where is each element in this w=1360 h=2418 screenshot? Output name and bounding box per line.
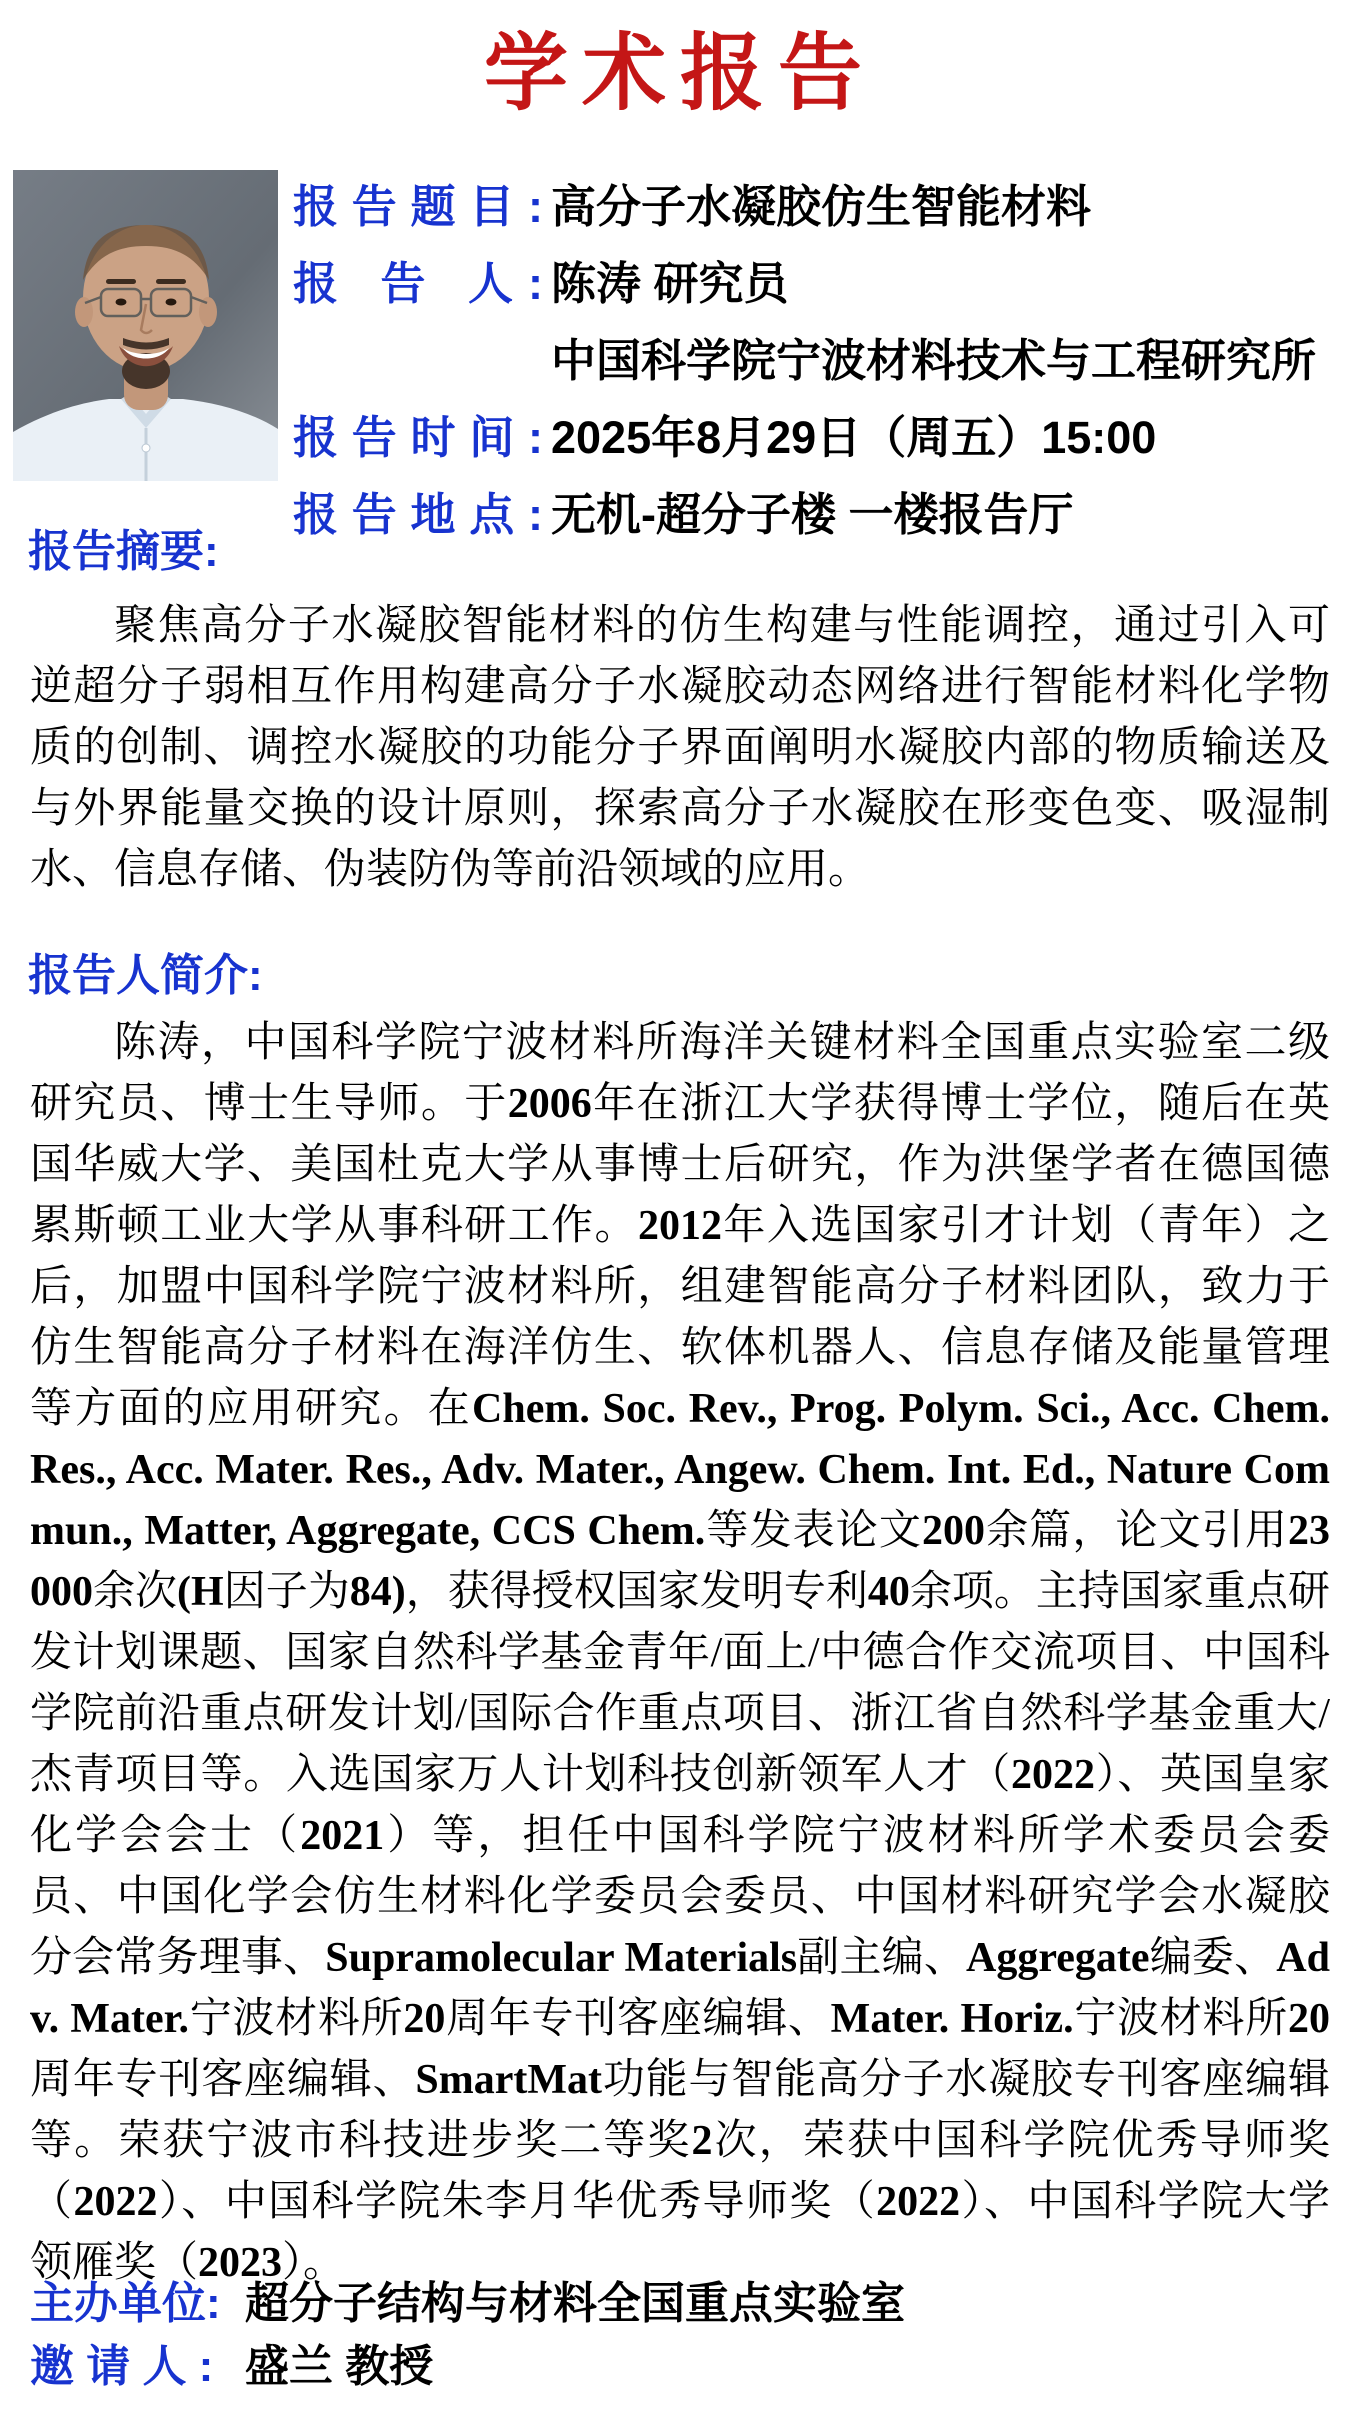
abstract-heading: 报告摘要:: [28, 527, 219, 576]
shirt-button: [142, 444, 150, 452]
bio-text-segment: ）等，担任中国科学院宁波材料所学术委员会委员、中国化学会仿生材料化学委员会委员、中国材料研究学会水凝胶分会常务理事、: [30, 1813, 1330, 1981]
page-title: 学术报告: [483, 26, 876, 120]
bio-bold-segment: 2022: [73, 2179, 158, 2225]
info-block: [293, 168, 1353, 553]
organizer-label: 主办单位:: [30, 2279, 221, 2328]
bio-text-segment: ，获得授权国家发明专利: [405, 1569, 868, 1615]
info-value-affiliation: 中国科学院宁波材料技术与工程研究所: [551, 335, 1317, 386]
bio-text-segment: 余次: [93, 1569, 178, 1615]
info-value-time: 2025年8月29日（周五）15:00: [551, 412, 1157, 463]
info-value-topic: 高分子水凝胶仿生智能材料: [551, 181, 1092, 232]
bio-bold-segment: 2023: [198, 2240, 283, 2286]
bio-text-segment: 次，荣获中国科学院优秀导师奖（: [30, 2118, 1330, 2225]
bio-text-segment: 陈涛，中国科学院宁波材料所海洋关键材料全国重点实验室二级研究员、博士生导师。于: [30, 1020, 1330, 1127]
bio-bold-segment: 20: [1287, 1996, 1330, 2042]
info-row-speaker: [293, 245, 1353, 322]
inviter-label: 邀 请 人 :: [30, 2342, 214, 2391]
info-label-speaker: 报 告 人:: [293, 258, 543, 309]
info-label-time: 报告时间:: [293, 412, 543, 463]
info-row-topic: [293, 168, 1353, 245]
bio-bold-segment: 2022: [1011, 1752, 1096, 1798]
bio-bold-segment: Chem. Soc. Rev., Prog. Polym. Sci., Acc. Chem. Res., Acc. Mater. Res., Adv. Mater., Angew. Chem. Int. Ed., Nature Commun., Matter, Aggregate, CCS Chem.: [30, 1386, 1330, 1554]
left-eyebrow: [106, 279, 136, 284]
bio-text-segment: 周年专刊客座编辑、: [30, 2057, 416, 2103]
bio-text-segment: 编委、: [1149, 1935, 1277, 1981]
speaker-portrait-image: [13, 170, 278, 481]
bio-text-segment: 年入选国家引才计划（青年）之后，加盟中国科学院宁波材料所，组建智能高分子材料团队，致力于仿生智能高分子材料在海洋仿生、软体机器人、信息存储及能量管理等方面的应用研究。在: [30, 1203, 1330, 1432]
left-eye: [116, 299, 127, 306]
bio-heading: 报告人简介:: [28, 951, 263, 1000]
right-eyebrow: [156, 279, 186, 284]
bio-text-segment: 宁波材料所: [1073, 1996, 1288, 2042]
bio-text-segment: 因子为: [223, 1569, 350, 1615]
bio-text-segment: ）、中国科学院大学领雁奖（: [30, 2179, 1330, 2286]
bio-bold-segment: 84): [349, 1569, 406, 1615]
bio-text-segment: ）。: [282, 2240, 346, 2286]
bio-text: [30, 1013, 1330, 2294]
bio-bold-segment: Mater. Horiz.: [830, 1996, 1074, 2042]
abstract-text: 聚焦高分子水凝胶智能材料的仿生构建与性能调控，通过引入可逆超分子弱相互作用构建高分子水凝胶动态网络进行智能材料化学物质的创制、调控水凝胶的功能分子界面阐明水凝胶内部的物质输送及与外界能量交换的设计原则，探索高分子水凝胶在形变色变、吸湿制水、信息存储、伪装防伪等前沿领域的应用。: [30, 603, 1330, 893]
bio-text-segment: 余项。主持国家重点研发计划课题、国家自然科学基金青年/面上/中德合作交流项目、中国科学院前沿重点研发计划/国际合作重点项目、浙江省自然科学基金重大/杰青项目等。入选国家万人计划科技创新领军人才（: [30, 1569, 1330, 1798]
bio-bold-segment: 23000: [30, 1508, 1330, 1615]
bio-bold-segment: 2012: [638, 1203, 722, 1249]
inviter-value: 盛兰 教授: [245, 2342, 434, 2391]
bio-text-segment: ）、中国科学院朱李月华优秀导师奖（: [157, 2179, 877, 2225]
bio-text-segment: 余篇，论文引用: [985, 1508, 1288, 1554]
bio-bold-segment: 2021: [300, 1813, 385, 1859]
bio-bold-segment: 200: [922, 1508, 985, 1554]
bio-text-segment: ）、英国皇家化学会会士（: [30, 1752, 1330, 1859]
right-eye: [166, 299, 177, 306]
info-row-venue: [293, 476, 1353, 553]
bio-text-segment: 等发表论文: [705, 1508, 922, 1554]
speaker-photo: [13, 170, 278, 481]
bio-bold-segment: 2022: [876, 2179, 961, 2225]
bio-bold-segment: 20: [403, 1996, 446, 2042]
bio-bold-segment: Adv. Mater.: [30, 1935, 1330, 2042]
bio-bold-segment: SmartMat: [415, 2057, 603, 2103]
info-label-venue: 报告地点:: [293, 489, 543, 540]
bio-bold-segment: 2006: [507, 1081, 592, 1127]
bio-text-segment: 副主编、: [797, 1935, 967, 1981]
info-row-affiliation: [293, 322, 1353, 399]
bio-bold-segment: 2: [691, 2118, 713, 2164]
bio-text-segment: 年在浙江大学获得博士学位，随后在英国华威大学、美国杜克大学从事博士后研究，作为洪堡学者在德国德累斯顿工业大学从事科研工作。: [30, 1081, 1330, 1249]
bio-bold-segment: Supramolecular Materials: [325, 1935, 798, 1981]
info-label-topic: 报告题目:: [293, 181, 543, 232]
bio-text-segment: 宁波材料所: [188, 1996, 404, 2042]
bio-bold-segment: 40: [867, 1569, 910, 1615]
bio-bold-segment: (H: [177, 1569, 224, 1615]
info-value-speaker: 陈涛 研究员: [551, 258, 789, 309]
bio-text-segment: 功能与智能高分子水凝胶专刊客座编辑等。荣获宁波市科技进步奖二等奖: [30, 2057, 1330, 2164]
footer-row-inviter: [30, 2341, 433, 2393]
footer-row-organizer: [30, 2278, 905, 2330]
organizer-value: 超分子结构与材料全国重点实验室: [245, 2279, 905, 2328]
bio-bold-segment: Aggregate: [966, 1935, 1150, 1981]
info-value-venue: 无机-超分子楼 一楼报告厅: [551, 489, 1074, 540]
info-row-time: [293, 399, 1353, 476]
bio-text-segment: 周年专刊客座编辑、: [445, 1996, 831, 2042]
